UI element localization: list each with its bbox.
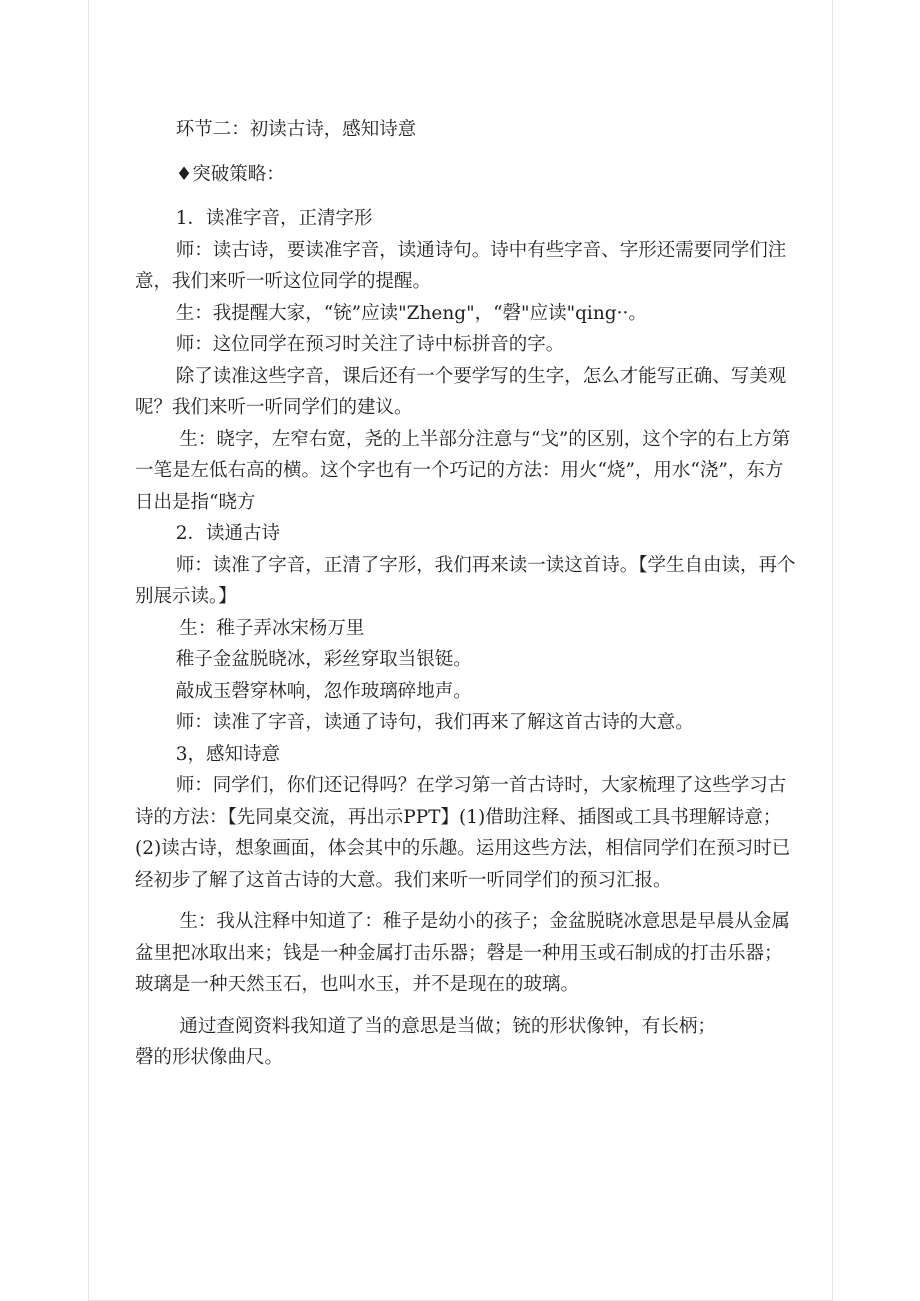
poem-title-line: 生：稚子弄冰宋杨万里 <box>179 617 365 639</box>
subheading-1: 1．读准字音，正清字形 <box>175 208 373 229</box>
paragraph: 师：同学们，你们还记得吗？在学习第一首古诗时，大家梳理了这些学习古诗的方法：【先同桌交流，再出示PPT】(1)借助注释、插图或工具书理解诗意；(2)读古诗，想象画面，体会其中的乐趣。运用这些方法，相信同学们在预习时已经初步了解了这首古诗的大意。我们来听一听同学们的预习汇报。 <box>135 775 791 891</box>
paragraph: 师：读准了字音，正清了字形，我们再来读一读这首诗。【学生自由读，再个别展示读。】 <box>135 554 796 607</box>
section-heading: 环节二：初读古诗，感知诗意 <box>175 119 417 140</box>
paragraph: 师：读古诗，要读准字音，读通诗句。诗中有些字音、字形还需要同学们注意，我们来听一听这位同学的提醒。 <box>135 239 787 292</box>
subheading-2: 2．读通古诗 <box>175 523 280 544</box>
subheading-3: 3，感知诗意 <box>175 743 280 765</box>
strategy-heading: ♦突破策略： <box>175 163 285 185</box>
document-body <box>135 114 800 1074</box>
paragraph: 生：晓字，左窄右宽，尧的上半部分注意与“戈”的区别，这个字的右上方第一笔是左低右高的横。这个字也有一个巧记的方法：用火“烧”，用水“浇”，东方日出是指“晓方 <box>135 428 791 513</box>
poem-line: 稚子金盆脱晓冰，彩丝穿取当银铤。 <box>175 649 472 670</box>
paragraph: 师：读准了字音，读通了诗句，我们再来了解这首古诗的大意。 <box>175 712 694 733</box>
poem-line: 敲成玉磬穿林响，忽作玻璃碎地声。 <box>175 680 472 702</box>
paragraph: 生：我从注释中知道了：稚子是幼小的孩子；金盆脱晓冰意思是早晨从金属盆里把冰取出来；钱是一种金属打击乐器；磬是一种用玉或石制成的打击乐器；玻璃是一种天然玉石，也叫水玉，并不是现在的玻璃。 <box>135 911 790 995</box>
paragraph: 磬的形状像曲尺。 <box>135 1047 284 1068</box>
paragraph: 生：我提醒大家，“铳”应读"Zheng"，“磬"应读"qing··。 <box>175 302 647 324</box>
paragraph: 师：这位同学在预习时关注了诗中标拼音的字。 <box>175 334 565 355</box>
paragraph: 除了读准这些字音，课后还有一个要学写的生字，怎么才能写正确、写美观呢？我们来听一听同学们的建议。 <box>135 365 787 418</box>
paragraph: 通过查阅资料我知道了当的意思是当做；铳的形状像钟，有长柄； <box>179 1015 716 1037</box>
